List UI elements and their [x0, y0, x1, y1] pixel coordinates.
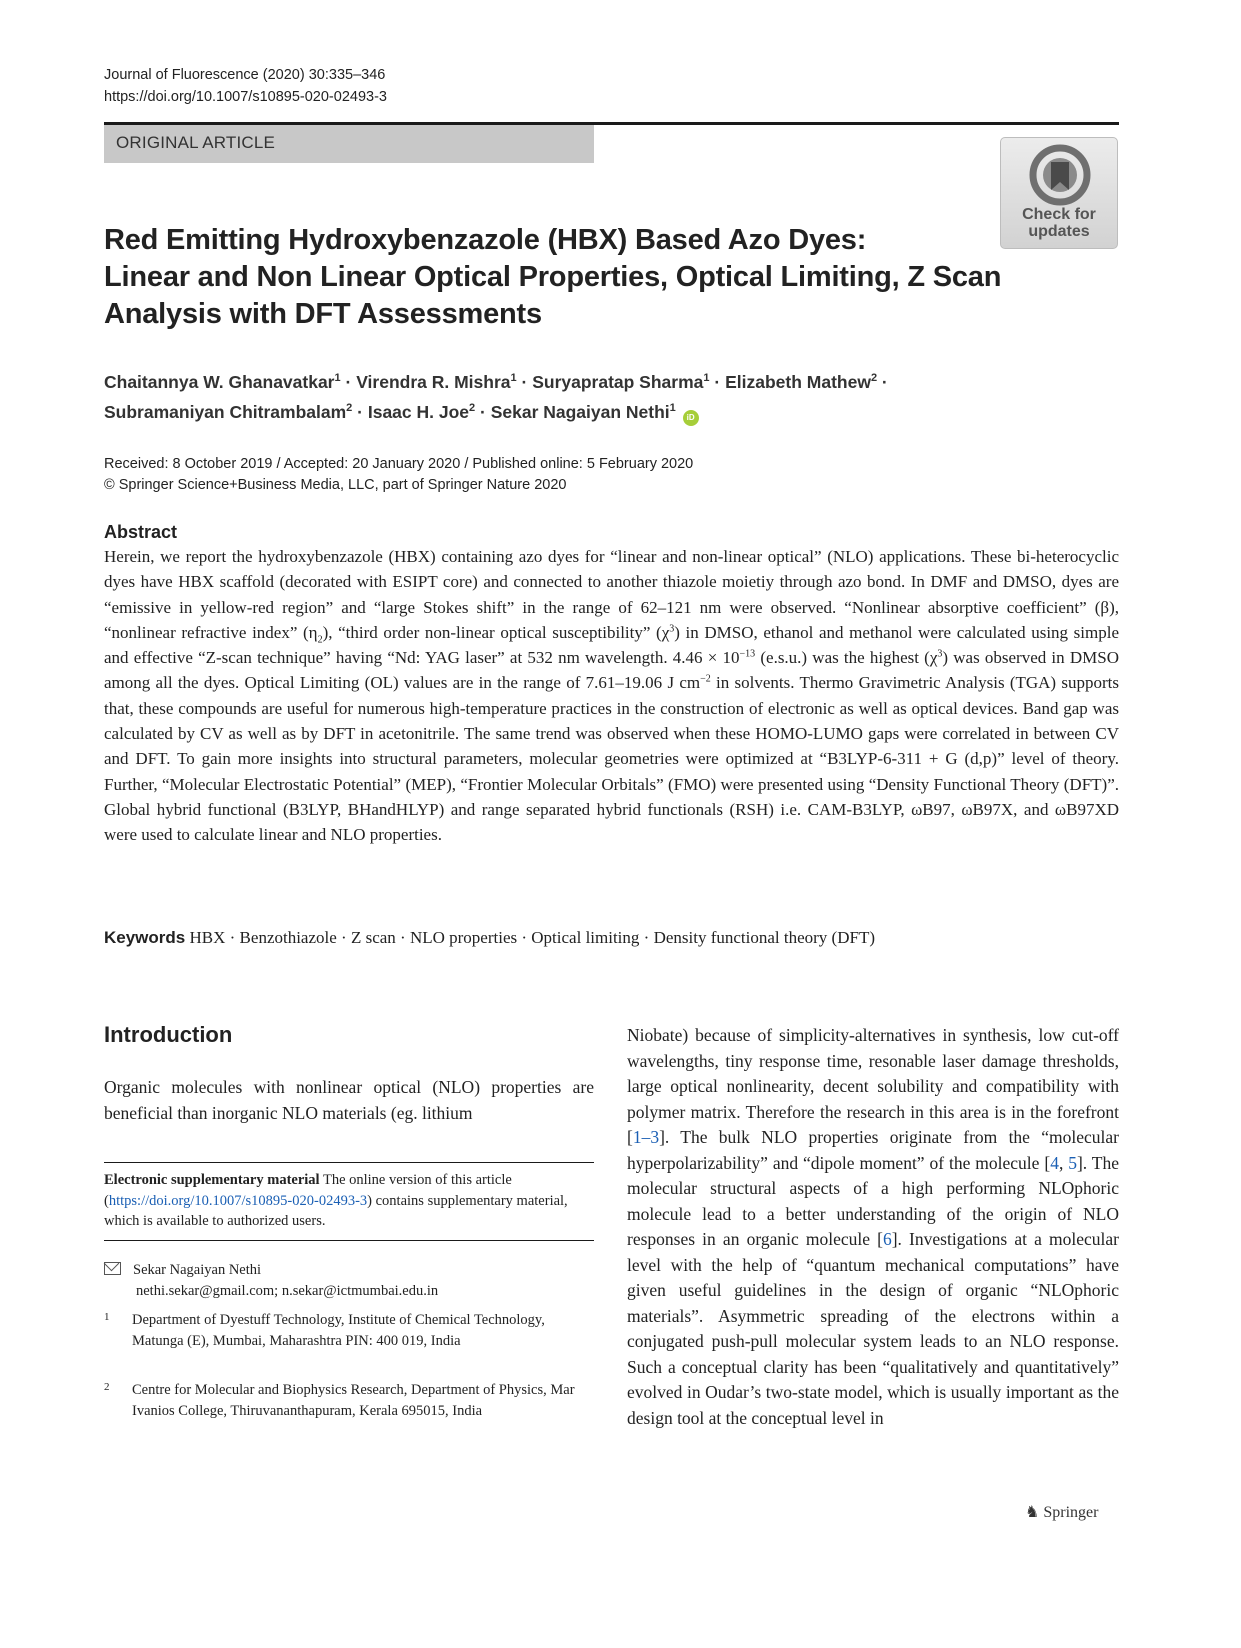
- author-affiliation-marker: 2: [469, 401, 476, 414]
- affiliation-2: [104, 1380, 594, 1421]
- article-title: [104, 222, 1004, 333]
- publisher-name: Springer: [1043, 1504, 1099, 1521]
- affiliation-number: 2: [104, 1381, 110, 1393]
- author-affiliation-marker: 2: [870, 372, 878, 384]
- author-name[interactable]: Virendra R. Mishra: [356, 371, 511, 392]
- introduction-left-text: Organic molecules with nonlinear optical (NLO) properties are beneficial than inorganic NLO materials (eg. lithium: [104, 1077, 594, 1123]
- introduction-right-text: Niobate) because of simplicity-alternatives in synthesis, low cut-off wavelengths, tiny response time, resonable laser damage thresholds, large optical nonlinearity, decent solubility and compatibility with polymer matrix. Therefore the research in this area is in the forefront [1–3]. The bulk NLO properties originate from the “molecular hyperpolarizability” and “dipole moment” of the molecule [4, 5]. The molecular structural aspects of a high performing NLOphoric molecule lead to a better understanding of the origin of NLO responses in an organic molecule [6]. Investigations at a molecular level with the help of “quantum mechanical computations” have given useful guidelines in the design of organic “NLOphoric materials”. Asymmetric spreading of the electrons within a conjugated push-pull molecular system leads to an NLO response. Such a conceptual clarity has been “qualitatively and quantitatively” evolved in Oudar’s two-state model, which is usually important as the design tool at the conceptual level in: [627, 1025, 1119, 1428]
- author-name[interactable]: Chaitannya W. Ghanavatkar: [104, 371, 335, 392]
- citation-link[interactable]: 4: [1050, 1152, 1059, 1173]
- journal-citation: [104, 64, 387, 108]
- author-name[interactable]: Isaac H. Joe: [367, 401, 470, 422]
- keywords-text: HBX · Benzothiazole · Z scan · NLO properties · Optical limiting · Density functional theory (DFT): [189, 928, 875, 947]
- article-type-label: ORIGINAL ARTICLE: [116, 133, 276, 152]
- footnote-rule: [104, 1240, 594, 1241]
- author-name[interactable]: Elizabeth Mathew: [725, 371, 871, 392]
- footnote-rule: [104, 1162, 594, 1163]
- check-for-updates-label: Check for updates: [1022, 206, 1096, 240]
- affiliation-text: Department of Dyestuff Technology, Institute of Chemical Technology, Matunga (E), Mumbai, Maharashtra PIN: 400 019, India: [132, 1312, 545, 1349]
- title-line: Linear and Non Linear Optical Properties, Optical Limiting, Z Scan: [104, 261, 1002, 293]
- title-line: Red Emitting Hydroxybenzazole (HBX) Based Azo Dyes:: [104, 224, 867, 256]
- author-name[interactable]: Suryapratap Sharma: [532, 371, 704, 392]
- check-for-updates-badge[interactable]: [1000, 137, 1118, 249]
- doi-line[interactable]: https://doi.org/10.1007/s10895-020-02493-3: [104, 89, 387, 105]
- copyright-line: © Springer Science+Business Media, LLC, part of Springer Nature 2020: [104, 477, 567, 493]
- envelope-icon: [104, 1262, 121, 1275]
- abstract-heading: Abstract: [104, 522, 178, 542]
- citation-link[interactable]: 5: [1068, 1152, 1077, 1173]
- affiliation-1: [104, 1310, 594, 1351]
- journal-line: Journal of Fluorescence (2020) 30:335–346: [104, 67, 386, 83]
- affiliation-number: 1: [104, 1311, 110, 1323]
- author-affiliation-marker: 1: [669, 401, 676, 414]
- dates-line: Received: 8 October 2019 / Accepted: 20 January 2020 / Published online: 5 February 2020: [104, 456, 694, 472]
- author-name[interactable]: Subramaniyan Chitrambalam: [104, 401, 347, 422]
- corresponding-emails[interactable]: nethi.sekar@gmail.com; n.sekar@ictmumbai.edu.in: [136, 1282, 439, 1299]
- affiliation-text: Centre for Molecular and Biophysics Research, Department of Physics, Mar Ivanios College, Thiruvananthapuram, Kerala 695015, India: [132, 1382, 575, 1419]
- keywords-label: Keywords: [104, 928, 186, 947]
- supplementary-material-note: Electronic supplementary material The online version of this article (https://doi.org/10.1007/s10895-020-02493-3) contains supplementary material, which is available to authorized users.: [104, 1172, 568, 1229]
- author-affiliation-marker: 2: [346, 401, 353, 414]
- corresponding-author: Sekar Nagaiyan Nethi: [133, 1262, 262, 1278]
- abstract-body: Herein, we report the hydroxybenzazole (HBX) containing azo dyes for “linear and non-linear optical” (NLO) applications. These bi-heterocyclic dyes have HBX scaffold (decorated with ESIPT core) and connected to another thiazole moietiy through azo bond. In DMF and DMSO, dyes are “emissive in yellow-red region” and “large Stokes shift” in the range of 62–121 nm were observed. “Nonlinear absorptive coefficient” (β), “nonlinear refractive index” $(\eta_2)$, “third order non-linear optical susceptibility” $(\chi^3)$ in DMSO, ethanol and methanol were calculated using simple and effective “Z-scan technique” having “Nd: YAG laser” at 532 nm wavelength. $4.46 \times 10^{-13}$ (e.s.u.) was the highest $(\chi^3)$ was observed in DMSO among all the dyes. Optical Limiting (OL) values are in the range of 7.61–19.06 J $cm^{-2}$ in solvents. Thermo Gravimetric Analysis (TGA) supports that, these compounds are useful for numerous high-temperature practices in the construction of electronic as well as optical devices. Band gap was calculated by CV as well as by DFT in acetonitrile. The same trend was observed when these HOMO-LUMO gaps were correlated in between CV and DFT. To gain more insights into structural parameters, molecular geometries were optimized at “B3LYP-6-311 + G (d,p)” level of theory. Further, “Molecular Electrostatic Potential” (MEP), “Frontier Molecular Orbitals” (FMO) were presented using “Density Functional Theory (DFT)”. Global hybrid functional (B3LYP, BHandHLYP) and range separated hybrid functionals (RSH) i.e. CAM-B3LYP, ωB97, ωB97X, and ωB97XD were used to calculate linear and NLO properties.: [104, 547, 1119, 845]
- correspondence-block: [104, 1260, 594, 1301]
- introduction-heading: Introduction: [104, 1022, 233, 1047]
- author-affiliation-marker: 1: [510, 372, 517, 384]
- supplementary-link[interactable]: https://doi.org/10.1007/s10895-020-02493-3: [108, 1192, 368, 1209]
- crossmark-icon: [1029, 144, 1091, 206]
- citation-link[interactable]: 6: [882, 1229, 892, 1249]
- article-type-banner: [104, 125, 594, 163]
- publisher-logo: [1025, 1502, 1098, 1522]
- keywords-line: [104, 928, 875, 948]
- title-line: Analysis with DFT Assessments: [104, 298, 542, 330]
- author-list: Chaitannya W. Ghanavatkar$^1$ · Virendra R. Mishra$^1$ · Suryapratap Sharma$^1$ · Elizabeth Mathew$^2$ · Subramaniyan Chitrambalam$^2$ · Isaac H. Joe$^2$ · Sekar Nagaiyan Nethi$^1$ iD: [104, 365, 1054, 426]
- springer-horse-icon: ♞: [1025, 1504, 1040, 1521]
- author-name[interactable]: Sekar Nagaiyan Nethi: [490, 401, 670, 422]
- author-affiliation-marker: 1: [703, 372, 710, 384]
- citation-link[interactable]: 1–3: [632, 1127, 660, 1147]
- publication-dates: [104, 454, 693, 496]
- author-affiliation-marker: 1: [334, 372, 341, 384]
- orcid-icon[interactable]: iD: [683, 410, 699, 426]
